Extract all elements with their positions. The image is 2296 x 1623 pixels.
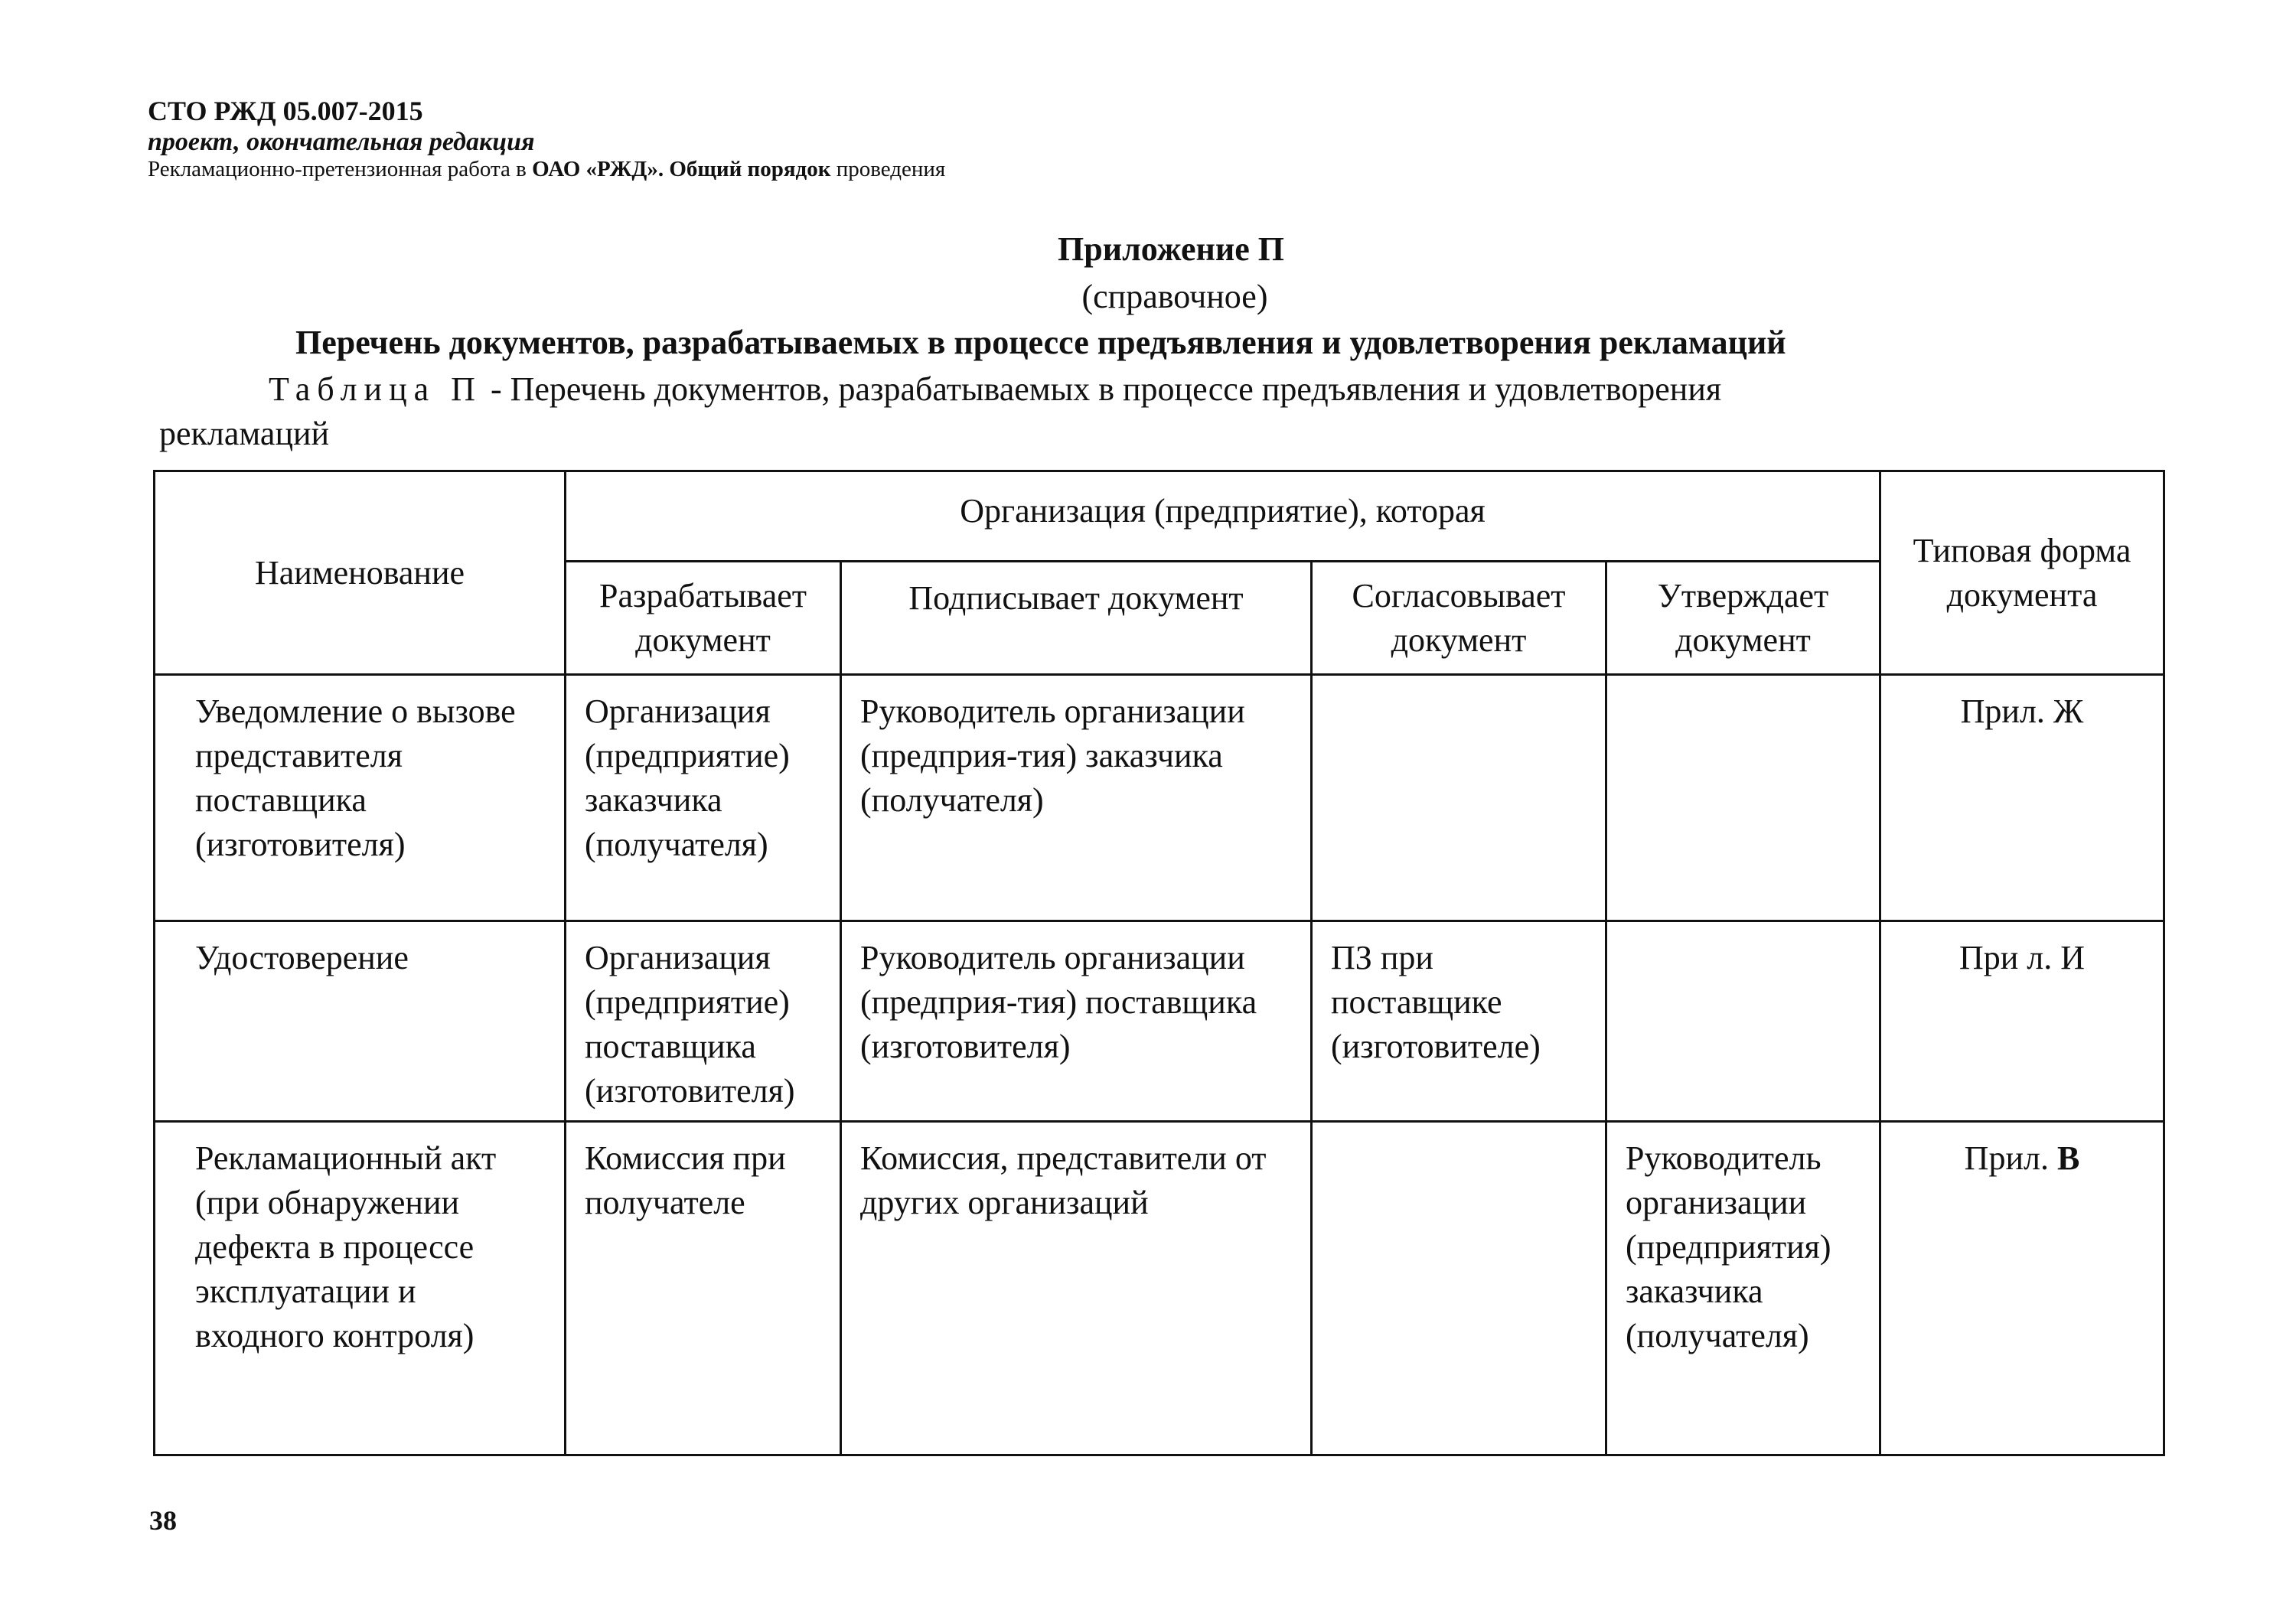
documents-table <box>153 470 2165 1456</box>
table-caption-label: Таблица П <box>269 370 482 408</box>
header-template-form: Типовая форма документа <box>1880 471 2164 675</box>
cell-approves <box>1606 675 1880 921</box>
cell-signs: Руководитель организации (предприя-тия) поставщика (изготовителя) <box>841 921 1312 1122</box>
cell-name: Удостоверение <box>155 921 566 1122</box>
cell-form: Прил. Ж <box>1880 675 2164 921</box>
table-row <box>155 1122 2164 1455</box>
cell-agrees: ПЗ при поставщике (изготовителе) <box>1312 921 1606 1122</box>
table-row <box>155 921 2164 1122</box>
header-organization-group: Организация (предприятие), которая <box>566 471 1880 562</box>
page-number: 38 <box>149 1505 177 1536</box>
cell-name: Уведомление о вызове представителя поставщика (изготовителя) <box>155 675 566 921</box>
cell-develops: Организация (предприятие) заказчика (получателя) <box>566 675 841 921</box>
standard-code: СТО РЖД 05.007-2015 <box>148 96 423 126</box>
cell-agrees <box>1312 675 1606 921</box>
appendix-heading: Перечень документов, разрабатываемых в процессе предъявления и удовлетворения рекламаций <box>295 324 1786 361</box>
document-header <box>148 96 945 183</box>
cell-approves <box>1606 921 1880 1122</box>
header-develops: Разрабатывает документ <box>566 562 841 675</box>
document-topic: Рекламационно-претензионная работа в ОАО «РЖД». Общий порядок проведения <box>148 157 946 182</box>
appendix-type: (справочное) <box>1081 278 1268 315</box>
cell-name: Рекламационный акт (при обнаружении дефекта в процессе эксплуатации и входного контроля) <box>155 1122 566 1455</box>
table-caption <box>159 367 1881 456</box>
cell-form: Прил. В <box>1880 1122 2164 1455</box>
header-signs: Подписывает документ <box>841 562 1312 675</box>
table-header-row <box>155 471 2164 562</box>
header-approves: Утверждает документ <box>1606 562 1880 675</box>
cell-signs: Руководитель организации (предприя-тия) заказчика (получателя) <box>841 675 1312 921</box>
cell-signs: Комиссия, представители от других организаций <box>841 1122 1312 1455</box>
table-caption-text: - Перечень документов, разрабатываемых в процессе предъявления и удовлетворения рекламаций <box>159 370 1722 452</box>
table-row <box>155 675 2164 921</box>
cell-agrees <box>1312 1122 1606 1455</box>
draft-status: проект, окончательная редакция <box>148 128 535 157</box>
cell-approves: Руководитель организации (предприятия) заказчика (получателя) <box>1606 1122 1880 1455</box>
header-name: Наименование <box>155 471 566 675</box>
appendix-title: Приложение П <box>1058 230 1284 268</box>
cell-develops: Комиссия при получателе <box>566 1122 841 1455</box>
cell-develops: Организация (предприятие) поставщика (изготовителя) <box>566 921 841 1122</box>
cell-form: При л. И <box>1880 921 2164 1122</box>
header-agrees: Согласовывает документ <box>1312 562 1606 675</box>
